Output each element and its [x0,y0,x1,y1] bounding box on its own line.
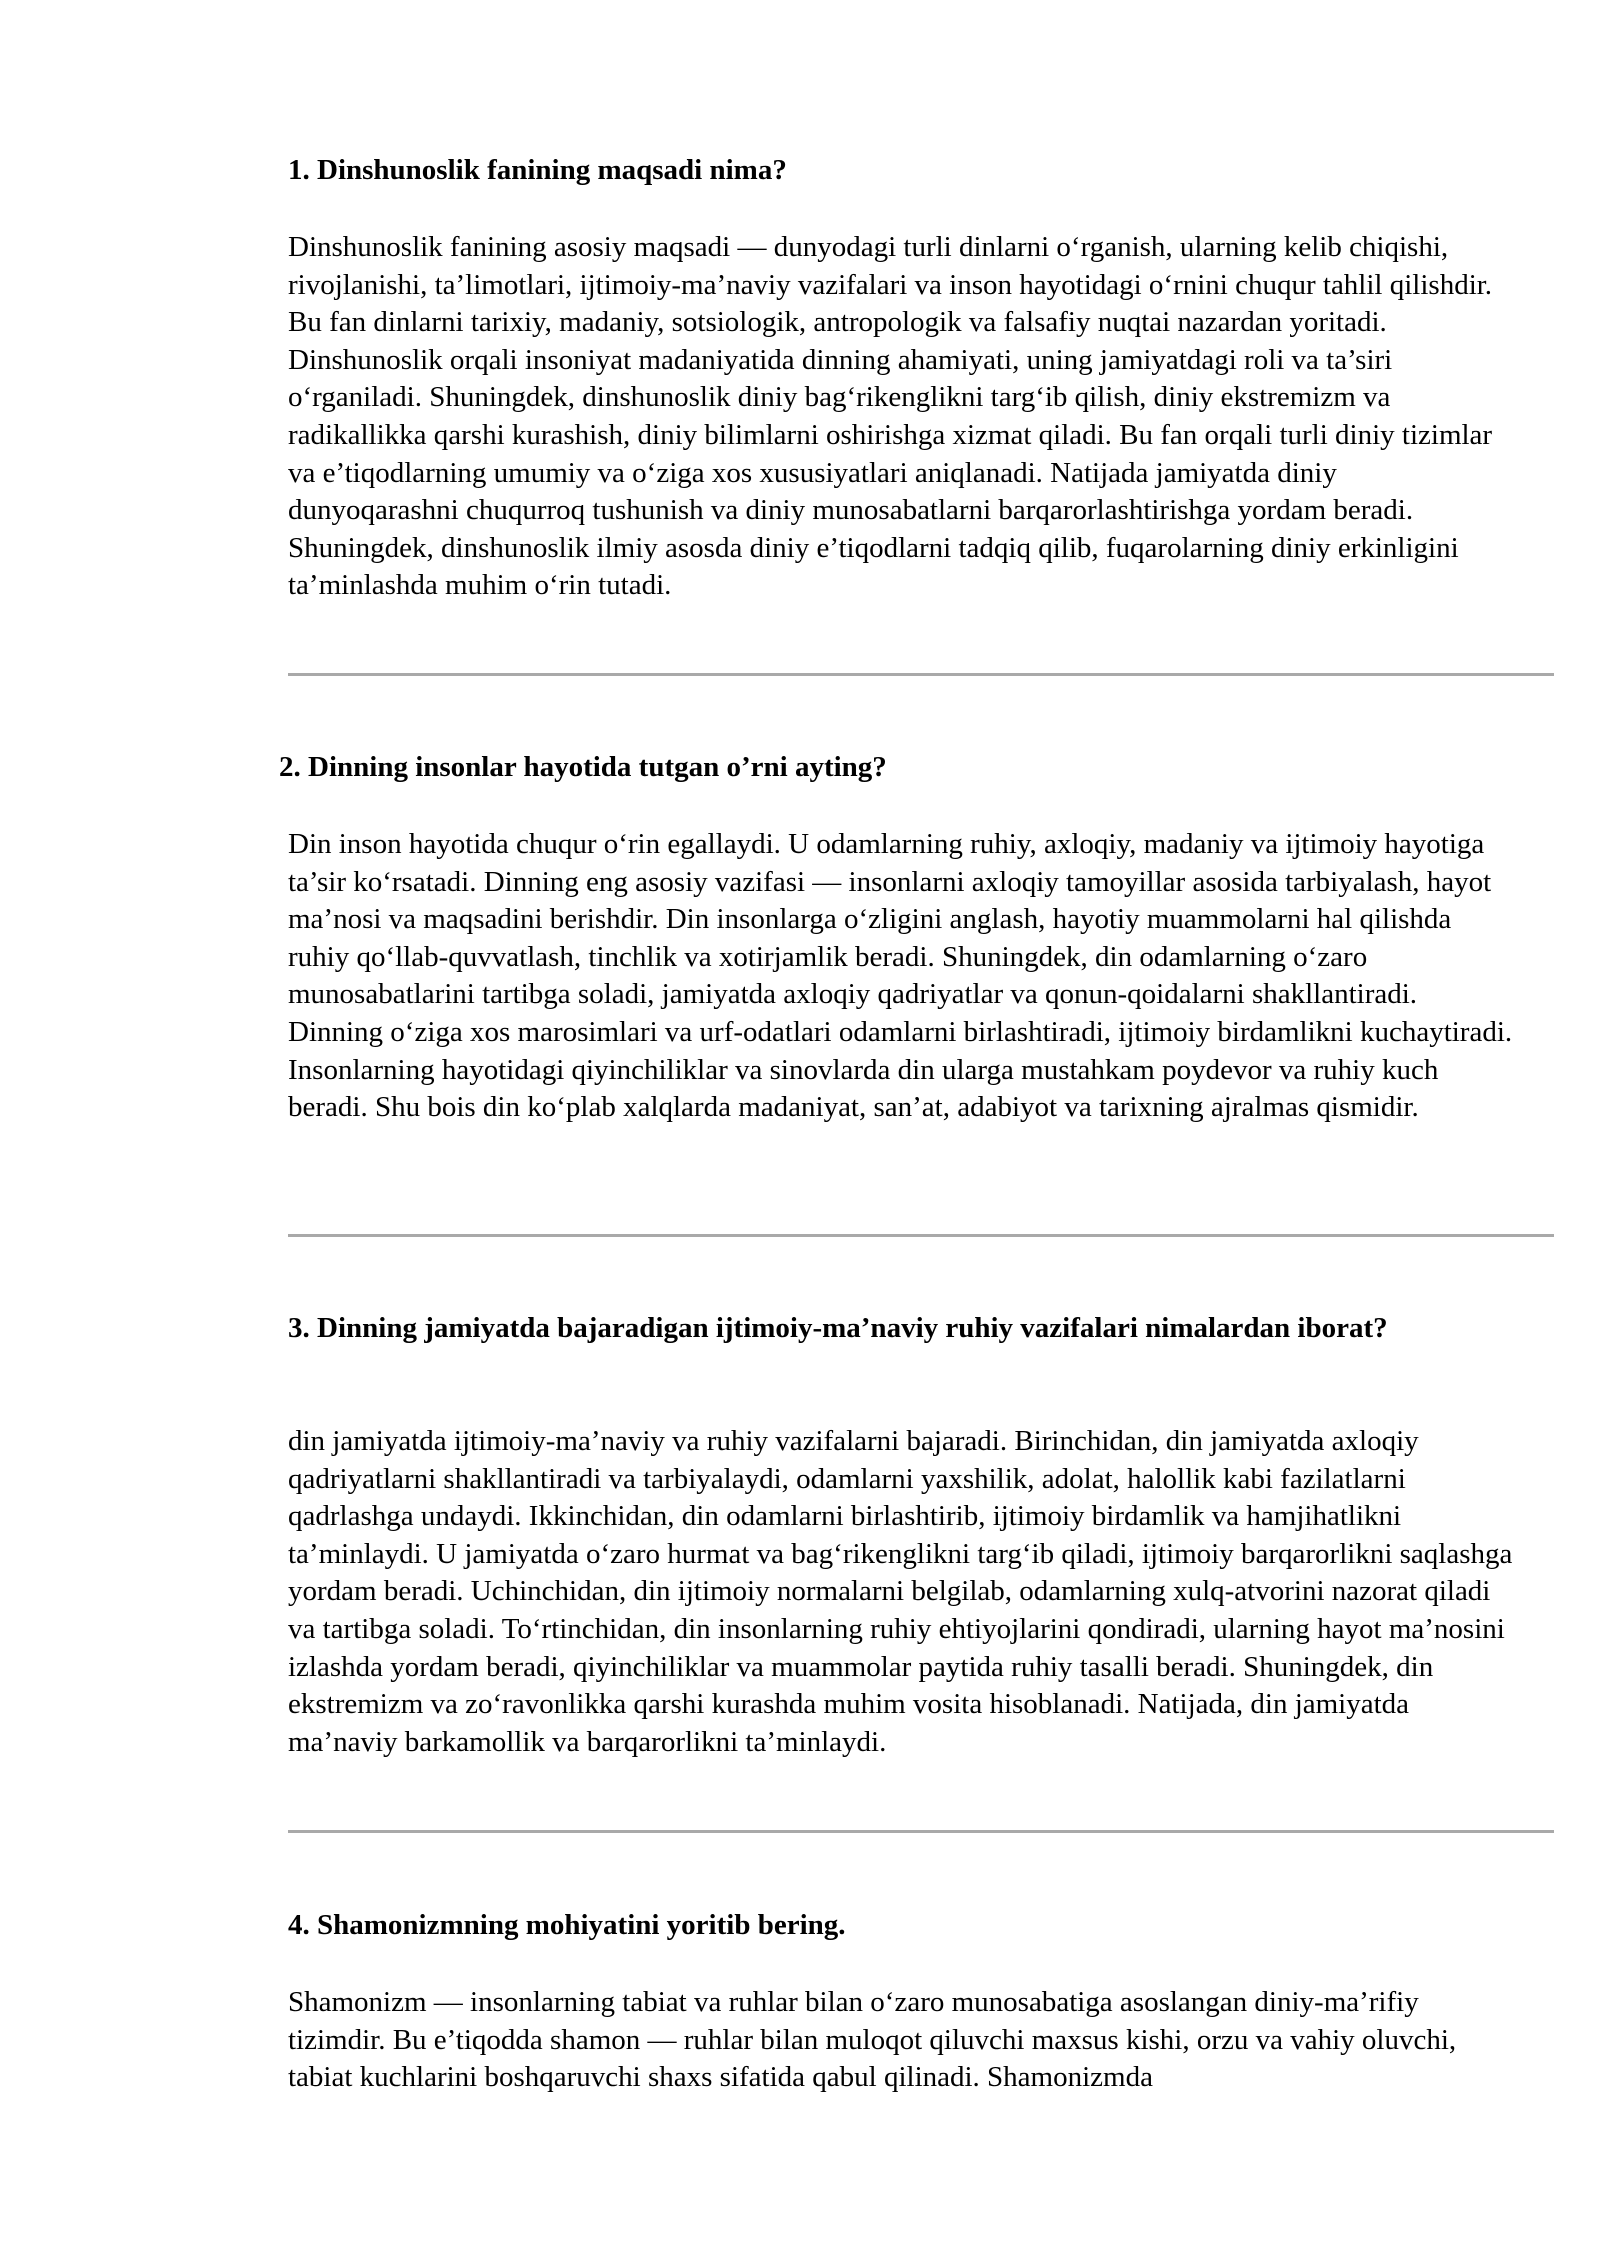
qa-section-1 [288,152,1558,602]
answer-paragraph: Din inson hayotida chuqur o‘rin egallaydi. U odamlarning ruhiy, axloqiy, madaniy va ijtimoiy hayotiga ta’sir ko‘rsatadi. Dinning eng asosiy vazifasi — insonlarni axloqiy tamoyillar asosida tarbiyalash, hayot ma’nosi va maqsadini berishdir. Din insonlarga o‘zligini anglash, hayotiy muammolarni hal qilishda ruhiy qo‘llab-quvvatlash, tinchlik va xotirjamlik beradi. Shuningdek, din odamlarning o‘zaro munosabatlarini tartibga soladi, jamiyatda axloqiy qadriyatlar va qonun-qoidalarni shakllantiradi. Dinning o‘ziga xos marosimlari va urf-odatlari odamlarni birlashtiradi, ijtimoiy birdamlikni kuchaytiradi. Insonlarning hayotidagi qiyinchiliklar va sinovlarda din ularga mustahkam poydevor va ruhiy kuch beradi. Shu bois din ko‘plab xalqlarda madaniyat, san’at, adabiyot va tarixning ajralmas qismidir. [288,828,1513,1124]
section-divider [288,673,1554,676]
question-heading: 2. Dinning insonlar hayotida tutgan o’rni ayting? [279,751,887,783]
section-divider [288,1234,1554,1237]
question-heading: 1. Dinshunoslik fanining maqsadi nima? [288,154,787,186]
answer-paragraph: Shamonizm — insonlarning tabiat va ruhlar bilan o‘zaro munosabatiga asoslangan diniy-ma’rifiy tizimdir. Bu e’tiqodda shamon — ruhlar bilan muloqot qiluvchi maxsus kishi, orzu va vahiy oluvchi, tabiat kuchlarini boshqaruvchi shaxs sifatida qabul qilinadi. Shamonizmda [288,1986,1457,2094]
answer-paragraph: din jamiyatda ijtimoiy-ma’naviy va ruhiy vazifalarni bajaradi. Birinchidan, din jamiyatda axloqiy qadriyatlarni shakllantiradi va tarbiyalaydi, odamlarni yaxshilik, adolat, halollik kabi fazilatlarni qadrlashga undaydi. Ikkinchidan, din odamlarni birlashtirib, ijtimoiy birdamlik va hamjihatlikni ta’minlaydi. U jamiyatda o‘zaro hurmat va bag‘rikenglikni targ‘ib qiladi, ijtimoiy barqarorlikni saqlashga yordam beradi. Uchinchidan, din ijtimoiy normalarni belgilab, odamlarning xulq-atvorini nazorat qiladi va tartibga soladi. To‘rtinchidan, din insonlarning ruhiy ehtiyojlarini qondiradi, ularning hayot ma’nosini izlashda yordam beradi, qiyinchiliklar va muammolar paytida ruhiy tasalli beradi. Shuningdek, din ekstremizm va zo‘ravonlikka qarshi kurashda muhim vosita hisoblanadi. Natijada, din jamiyatda ma’naviy barkamollik va barqarorlikni ta’minlaydi. [288,1425,1513,1758]
question-heading: 3. Dinning jamiyatda bajaradigan ijtimoiy-ma’naviy ruhiy vazifalari nimalardan iborat? [288,1312,1388,1344]
qa-section-4 [288,1907,1558,2094]
qa-section-2 [279,749,1549,1124]
section-divider [288,1830,1554,1833]
qa-section-3 [288,1310,1558,1758]
answer-paragraph: Dinshunoslik fanining asosiy maqsadi — dunyodagi turli dinlarni o‘rganish, ularning kelib chiqishi, rivojlanishi, ta’limotlari, ijtimoiy-ma’naviy vazifalari va inson hayotidagi o‘rnini chuqur tahlil qilishdir. Bu fan dinlarni tarixiy, madaniy, sotsiologik, antropologik va falsafiy nuqtai nazardan yoritadi. Dinshunoslik orqali insoniyat madaniyatida dinning ahamiyati, uning jamiyatdagi roli va ta’siri o‘rganiladi. Shuningdek, dinshunoslik diniy bag‘rikenglikni targ‘ib qilish, diniy ekstremizm va radikallikka qarshi kurashish, diniy bilimlarni oshirishga xizmat qiladi. Bu fan orqali turli diniy tizimlar va e’tiqodlarning umumiy va o‘ziga xos xususiyatlari aniqlanadi. Natijada jamiyatda diniy dunyoqarashni chuqurroq tushunish va diniy munosabatlarni barqarorlashtirishga yordam beradi. Shuningdek, dinshunoslik ilmiy asosda diniy e’tiqodlarni tadqiq qilib, fuqarolarning diniy erkinligini ta’minlashda muhim o‘rin tutadi. [288,231,1493,602]
question-heading: 4. Shamonizmning mohiyatini yoritib bering. [288,1909,846,1941]
